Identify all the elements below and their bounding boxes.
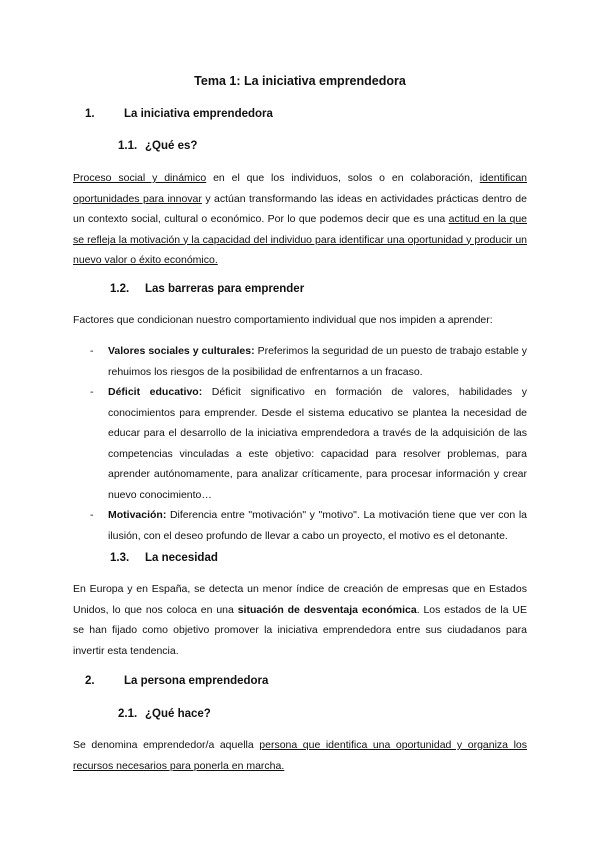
list-item (90, 382, 527, 505)
item-label: Valores sociales y culturales: (108, 345, 255, 357)
text: . Los estados de la UE se han fijado como objetivo promover la iniciativa emprendedora entre sus ciudadanos para invertir esta tendencia. (73, 603, 527, 657)
text: En Europa y en España, se detecta un menor índice de creación de empresas que en Estados Unidos, lo que nos coloca en una (73, 583, 527, 616)
section-1-2-heading (110, 283, 304, 295)
section-1-3-paragraph (73, 579, 527, 661)
section-2-1-heading (118, 708, 211, 720)
item-text: Diferencia entre "motivación" y "motivo". La motivación tiene que ver con la ilusión, con el deseo profundo de llevar a cabo un proyecto, el motivo es el detonante. (108, 509, 527, 542)
list-item (90, 505, 527, 546)
section-number: 1. (85, 108, 95, 120)
item-label: Motivación: (108, 509, 167, 521)
section-2-1-paragraph (73, 735, 527, 776)
document-title: Tema 1: La iniciativa emprendedora (194, 74, 406, 88)
underlined-text: persona que identifica una oportunidad y organiza los recursos necesarios para ponerla en marcha. (73, 739, 527, 772)
list-item (90, 341, 527, 382)
text: y actúan transformando las ideas en actividades prácticas dentro de un contexto social, cultural o económico. Por lo que podemos decir que es una (73, 192, 527, 225)
section-title: La necesidad (145, 552, 218, 564)
section-number: 1.1. (118, 140, 138, 152)
list-dash: - (90, 345, 94, 357)
section-1-2-intro: Factores que condicionan nuestro comportamiento individual que nos impiden a aprender: (73, 314, 493, 326)
section-2-heading (85, 675, 268, 687)
section-title: ¿Qué es? (145, 140, 198, 152)
item-text: Preferimos la seguridad de un puesto de trabajo estable y rehuimos los riesgos de la posibilidad de enfrentarnos a un fracaso. (108, 345, 527, 378)
barriers-list (90, 341, 527, 546)
section-number: 2.1. (118, 708, 138, 720)
section-1-heading (85, 108, 273, 120)
section-title: ¿Qué hace? (145, 708, 211, 720)
section-title: Las barreras para emprender (145, 283, 305, 295)
item-text: Déficit significativo en formación de valores, habilidades y conocimientos para emprender. Desde el sistema educativo se plantea la necesidad de educar para el desarrollo de la iniciativa emprendedora a través de la adquisición de las competencias vinculadas a este objetivo: capacidad para resolver problemas, para aprender autónomamente, para analizar críticamente, para procesar información y crear nuevo conocimiento… (108, 386, 527, 501)
underlined-text: Proceso social y dinámico (73, 172, 207, 184)
text: Se denomina emprendedor/a aquella (73, 739, 260, 751)
section-1-1-paragraph (73, 168, 527, 271)
section-1-3-heading (110, 552, 218, 564)
item-label: Déficit educativo: (108, 386, 203, 398)
text: en el que los individuos, solos o en colaboración, (206, 172, 480, 184)
section-number: 1.2. (110, 283, 130, 295)
underlined-text: identifican oportunidades para innovar (73, 172, 527, 205)
bold-text: situación de desventaja económica (237, 603, 417, 616)
underlined-text: actitud en la que se refleja la motivación y la capacidad del individuo para identificar una oportunidad y producir un nuevo valor o éxito económico. (73, 213, 528, 266)
section-title: La iniciativa emprendedora (124, 108, 273, 120)
section-1-1-heading (118, 140, 197, 152)
list-dash: - (90, 386, 94, 398)
list-dash: - (90, 509, 94, 521)
section-number: 1.3. (110, 552, 130, 564)
section-number: 2. (85, 675, 95, 687)
section-title: La persona emprendedora (124, 675, 269, 687)
